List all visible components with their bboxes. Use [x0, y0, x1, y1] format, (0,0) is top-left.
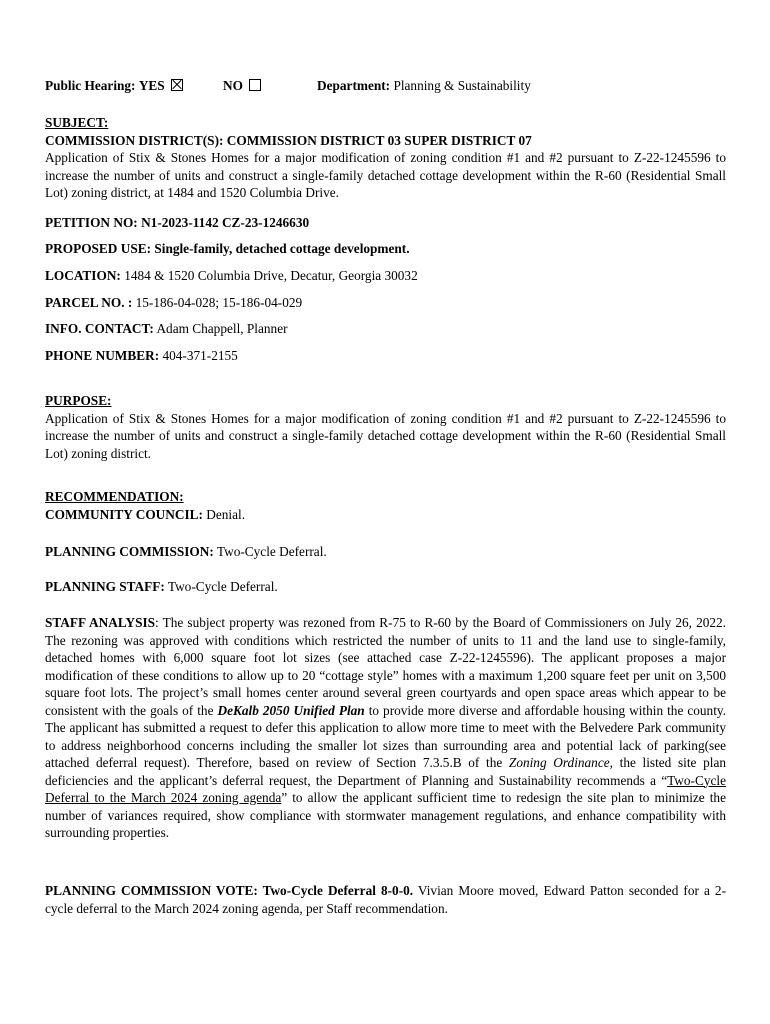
public-hearing-label: Public Hearing:	[45, 78, 136, 93]
staff-analysis-label: STAFF ANALYSIS	[45, 615, 156, 630]
parcel-value: 15-186-04-028; 15-186-04-029	[135, 295, 303, 310]
community-council-value: Denial.	[206, 506, 246, 522]
parcel-line	[45, 294, 726, 312]
staff-analysis-ordinance-title: Zoning Ordinance,	[508, 755, 613, 770]
phone-value: 404-371-2155	[162, 348, 238, 363]
district-line: COMMISSION DISTRICT(S): COMMISSION DISTRICT 03 SUPER DISTRICT 07	[45, 132, 532, 148]
recommendation-heading: RECOMMENDATION:	[45, 489, 184, 504]
no-field	[223, 77, 261, 95]
location-line	[45, 267, 726, 285]
staff-analysis-text-2: to provide more diverse and affordable housing within the county. The applicant has submitted a request to defer this application to allow more time to meet with the Belvedere Park community to address neighborhood concerns including the smaller lot sizes than surrounding area and potential lack of parking(see attached deferral request). Therefore, based on review of Section 7.3.5.B of the	[45, 702, 727, 770]
community-council-line	[45, 506, 726, 524]
department-field	[317, 77, 531, 95]
proposed-use-line	[45, 240, 726, 258]
pc-vote-label: PLANNING COMMISSION VOTE: Two-Cycle Deferral 8-0-0.	[45, 883, 414, 898]
planning-commission-value: Two-Cycle Deferral.	[216, 544, 327, 559]
contact-value: Adam Chappell, Planner	[156, 321, 288, 336]
planning-staff-line	[45, 578, 726, 596]
planning-staff-label: PLANNING STAFF:	[45, 579, 165, 594]
department-value: Planning & Sustainability	[393, 78, 531, 93]
proposed-use-label: PROPOSED USE:	[45, 241, 152, 256]
petition-label: PETITION NO:	[45, 215, 138, 230]
location-value: 1484 & 1520 Columbia Drive, Decatur, Georgia 30032	[124, 268, 418, 283]
community-council-label: COMMUNITY COUNCIL:	[45, 506, 203, 522]
no-label: NO	[223, 78, 243, 93]
unchecked-box-icon	[249, 79, 261, 91]
staff-analysis-text-4: ” to allow the applicant sufficient time to redesign the site plan to minimize the number of variances required, show compliance with stormwater management regulations, and enhance compatibility with surrounding properties.	[45, 790, 726, 840]
public-hearing-field	[45, 77, 183, 95]
subject-heading: SUBJECT:	[45, 115, 109, 130]
staff-analysis-paragraph	[45, 614, 726, 842]
yes-label: YES	[138, 78, 165, 93]
proposed-use-value: Single-family, detached cottage development.	[154, 241, 410, 256]
purpose-heading: PURPOSE:	[45, 393, 112, 408]
location-label: LOCATION:	[45, 268, 121, 283]
pc-vote-paragraph	[45, 882, 726, 917]
contact-label: INFO. CONTACT:	[45, 321, 154, 336]
staff-analysis-text-1: : The subject property was rezoned from R-75 to R-60 by the Board of Commissioners on July 26, 2022. The rezoning was approved with conditions which restricted the number of units to 11 and the land use to single-family, detached homes with 6,000 square foot lot sizes (see attached case Z-22-1245596). The applicant proposes a major modification of these conditions to allow up to 20 “cottage style” homes with a maximum 1,200 square feet per unit on 3,500 square foot lots. The project’s small homes center around several green courtyards and open space areas which appear to be consistent with the goals of the	[45, 615, 726, 718]
staff-analysis-text-3: the listed site plan deficiencies and the applicant’s deferral request, the Department of Planning and Sustainability recommends a “	[45, 755, 726, 788]
purpose-section	[45, 392, 726, 462]
subject-body: Application of Stix & Stones Homes for a major modification of zoning condition #1 and #2 pursuant to Z-22-1245596 to increase the number of units and construct a single-family detached cottage development within the R-60 (Residential Small Lot) zoning district, at 1484 and 1520 Columbia Drive.	[45, 150, 726, 200]
planning-staff-value: Two-Cycle Deferral.	[167, 579, 278, 594]
staff-analysis-recommendation: Two-Cycle Deferral to the March 2024 zoning agenda	[45, 772, 726, 805]
purpose-body: Application of Stix & Stones Homes for a major modification of zoning condition #1 and #2 pursuant to Z-22-1245596 to increase the number of units and construct a single-family detached cottage development within the R-60 (Residential Small Lot) zoning district.	[45, 410, 726, 461]
contact-line	[45, 320, 726, 338]
subject-section	[45, 114, 726, 202]
checked-box-icon	[171, 79, 183, 91]
pc-vote-text: Vivian Moore moved, Edward Patton seconded for a 2-cycle deferral to the March 2024 zoning agenda, per Staff recommendation.	[45, 883, 727, 916]
petition-line	[45, 214, 726, 232]
phone-line	[45, 347, 726, 365]
petition-value: N1-2023-1142 CZ-23-1246630	[141, 215, 310, 230]
parcel-label: PARCEL NO. :	[45, 295, 133, 310]
planning-commission-line	[45, 543, 726, 561]
phone-label: PHONE NUMBER:	[45, 348, 160, 363]
planning-commission-label: PLANNING COMMISSION:	[45, 544, 214, 559]
header-row	[45, 77, 726, 95]
department-label: Department:	[317, 78, 391, 93]
recommendation-section	[45, 488, 726, 523]
staff-analysis-plan-title: DeKalb 2050 Unified Plan	[217, 702, 365, 718]
